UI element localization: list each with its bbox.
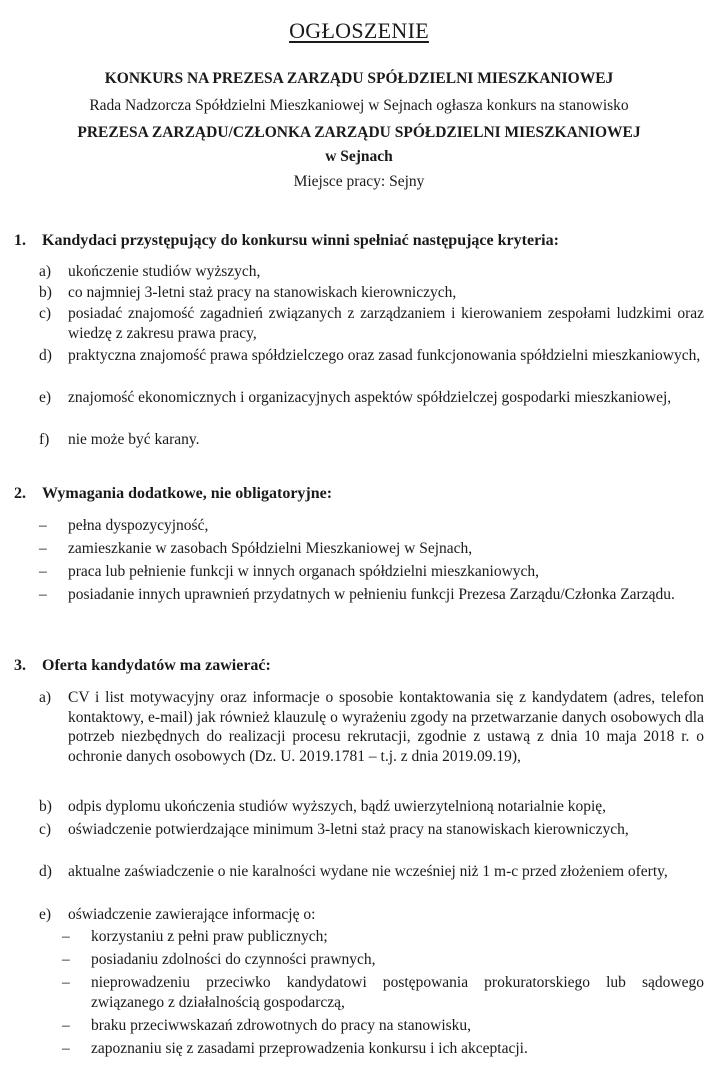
list-item-text: oświadczenie zawierające informację o: [68,906,316,923]
section-heading-text: Wymagania dodatkowe, nie obligatoryjne: [42,485,333,502]
list-item [39,797,704,817]
list-item-text: aktualne zaświadczenie o nie karalności wydane nie wcześniej niż 1 m-c przed złożeniem oferty, [68,863,668,880]
list-item-text: praca lub pełnienie funkcji w innych organach spółdzielni mieszkaniowych, [68,563,540,580]
list-item [39,304,704,343]
list-marker: – [39,586,47,603]
section-3-heading [14,655,271,677]
sub-list-item-text: posiadaniu zdolności do czynności prawnych, [91,951,376,968]
list-marker: – [62,951,70,968]
list-item [39,562,704,582]
list-item-text: zamieszkanie w zasobach Spółdzielni Mieszkaniowej w Sejnach, [68,540,473,557]
list-marker: b) [39,284,52,301]
list-item [39,862,704,882]
list-marker: d) [39,347,52,364]
list-item-text: oświadczenie potwierdzające minimum 3-letni staż pracy na stanowiskach kierowniczych, [68,821,629,838]
list-marker: – [39,563,47,580]
contest-intro: Rada Nadzorcza Spółdzielni Mieszkaniowej w Sejnach ogłasza konkurs na stanowisko [89,97,629,114]
list-item-text: CV i list motywacyjny oraz informacje o sposobie kontaktowania się z kandydatem (adres, telefon kontaktowy, e-mail) jak również klauzulę o wyrażeniu zgody na przetwarzanie danych osobowych dla potrzeb niezbędnych do realizacji procesu rekrutacji, zgodnie z ustawą z dnia 10 maja 2018 r. o ochronie danych osobowych (Dz. U. 2019.1781 – t.j. z dnia 2019.09.19), [68,689,704,765]
list-item [39,262,704,282]
position-title: PREZESA ZARZĄDU/CZŁONKA ZARZĄDU SPÓŁDZIELNI MIESZKANIOWEJ [77,124,641,141]
sub-list-item [62,973,704,1012]
list-item [39,346,704,366]
list-marker: c) [39,821,52,838]
list-marker: a) [39,689,52,706]
list-marker: f) [39,431,50,448]
list-item-text: praktyczna znajomość prawa spółdzielczego oraz zasad funkcjonowania spółdzielni mieszkaniowych, [68,347,701,364]
list-item [39,388,704,408]
section-2-heading [14,483,332,505]
list-item [39,820,704,840]
list-item-text: nie może być karany. [68,431,200,448]
sub-list-item-text: braku przeciwwskazań zdrowotnych do pracy na stanowisku, [91,1017,472,1034]
list-item [39,688,704,766]
contest-heading: KONKURS NA PREZESA ZARZĄDU SPÓŁDZIELNI MIESZKANIOWEJ [104,70,614,87]
sub-list-item-text: korzystaniu z pełni praw publicznych; [91,928,328,945]
list-item-text: pełna dyspozycyjność, [68,517,209,534]
list-marker: b) [39,798,52,815]
list-marker: – [39,540,47,557]
list-item-text: ukończenie studiów wyższych, [68,263,261,280]
list-marker: c) [39,305,52,322]
list-item-text: odpis dyplomu ukończenia studiów wyższych, bądź uwierzytelnioną notarialnie kopię, [68,798,607,815]
list-item-text: posiadanie innych uprawnień przydatnych w pełnieniu funkcji Prezesa Zarządu/Członka Zarządu. [68,586,675,603]
list-item [39,585,704,605]
list-marker: – [62,928,70,945]
sub-list-item-text: nieprowadzeniu przeciwko kandydatowi postępowania prokuratorskiego lub sądowego związanego z działalnością gospodarczą, [91,974,704,1011]
sub-list-item [62,950,704,970]
section-heading-text: Oferta kandydatów ma zawierać: [42,657,271,674]
list-marker: e) [39,389,52,406]
list-item [39,905,704,925]
list-item [39,539,704,559]
list-marker: – [39,517,47,534]
list-marker: e) [39,906,52,923]
list-item-text: posiadać znajomość zagadnień związanych z zarządzaniem i kierowaniem zespołami ludzkimi oraz wiedzę z zakresu prawa pracy, [68,305,704,342]
sub-list-item [62,1016,704,1036]
sub-list-item [62,927,704,947]
list-item [39,283,704,303]
section-number: 2. [14,485,26,502]
section-1-heading [14,230,559,252]
position-location: w Sejnach [325,148,393,165]
section-number: 1. [14,232,26,249]
list-item-text: co najmniej 3-letni staż pracy na stanowiskach kierowniczych, [68,284,457,301]
section-heading-text: Kandydaci przystępujący do konkursu winni spełniać następujące kryteria: [42,232,559,249]
workplace-line: Miejsce pracy: Sejny [293,173,425,190]
list-item-text: znajomość ekonomicznych i organizacyjnych aspektów spółdzielczej gospodarki mieszkaniowej, [68,389,672,406]
document-title: OGŁOSZENIE [289,18,429,43]
list-marker: – [62,974,70,991]
list-item [39,516,704,536]
sub-list-item-text: zapoznaniu się z zasadami przeprowadzenia konkursu i ich akceptacji. [91,1040,528,1057]
list-marker: – [62,1017,70,1034]
list-item [39,430,704,450]
section-number: 3. [14,657,26,674]
list-marker: d) [39,863,52,880]
sub-list-item [62,1039,704,1059]
list-marker: a) [39,263,52,280]
list-marker: – [62,1040,70,1057]
